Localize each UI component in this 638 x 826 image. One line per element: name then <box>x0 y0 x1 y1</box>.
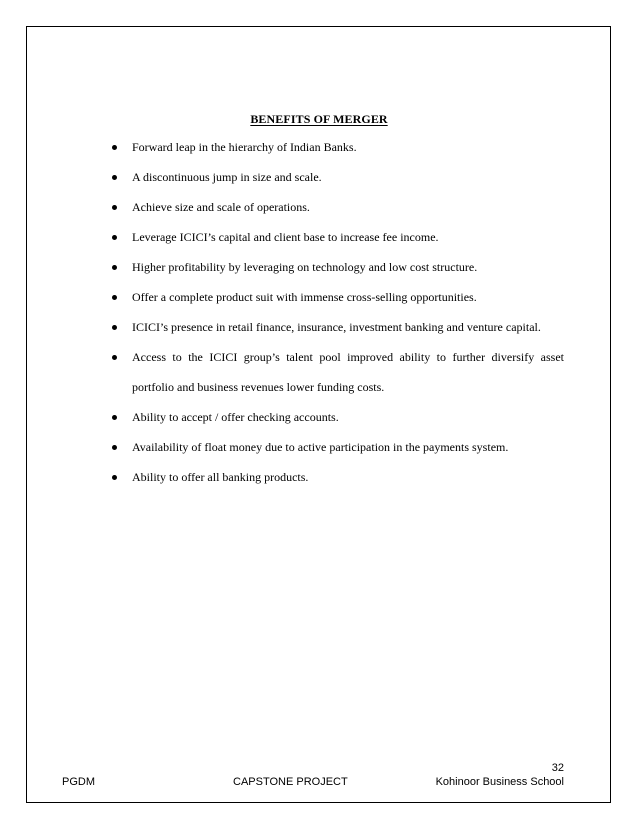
list-item-text: A discontinuous jump in size and scale. <box>132 170 322 184</box>
page-number: 32 <box>551 762 564 774</box>
list-item-text: Offer a complete product suit with immense cross-selling opportunities. <box>132 290 477 304</box>
list-item <box>112 222 564 252</box>
list-item-text: Ability to offer all banking products. <box>132 470 309 484</box>
footer-program: PGDM <box>62 776 95 788</box>
list-item <box>112 162 564 192</box>
list-item-text: Access to the ICICI group’s talent pool improved ability to further diversify asset portfolio and business revenues lower funding costs. <box>132 350 564 394</box>
bullet-icon <box>112 175 117 180</box>
list-item-text: Forward leap in the hierarchy of Indian Banks. <box>132 140 357 154</box>
list-item-text: Leverage ICICI’s capital and client base to increase fee income. <box>132 230 439 244</box>
bullet-icon <box>112 355 117 360</box>
list-item <box>112 282 564 312</box>
document-heading: BENEFITS OF MERGER <box>250 112 388 126</box>
bullet-icon <box>112 265 117 270</box>
list-item-text: Ability to accept / offer checking accounts. <box>132 410 339 424</box>
bullet-icon <box>112 445 117 450</box>
list-item-text: Higher profitability by leveraging on technology and low cost structure. <box>132 260 478 274</box>
list-item-text: ICICI’s presence in retail finance, insurance, investment banking and venture capital. <box>132 320 541 334</box>
list-item <box>112 312 564 342</box>
list-item <box>112 402 564 432</box>
bullet-icon <box>112 145 117 150</box>
list-item <box>112 192 564 222</box>
footer-school: Kohinoor Business School <box>435 776 564 788</box>
list-item <box>112 132 564 162</box>
bullet-icon <box>112 295 117 300</box>
footer-project: CAPSTONE PROJECT <box>233 776 348 788</box>
bullet-icon <box>112 475 117 480</box>
bullet-icon <box>112 415 117 420</box>
list-item <box>112 432 564 462</box>
list-item-text: Availability of float money due to active participation in the payments system. <box>132 440 509 454</box>
list-item-text: Achieve size and scale of operations. <box>132 200 310 214</box>
list-item <box>112 342 564 402</box>
list-item <box>112 252 564 282</box>
bullet-icon <box>112 325 117 330</box>
bullet-icon <box>112 235 117 240</box>
bullet-icon <box>112 205 117 210</box>
list-item <box>112 462 564 492</box>
